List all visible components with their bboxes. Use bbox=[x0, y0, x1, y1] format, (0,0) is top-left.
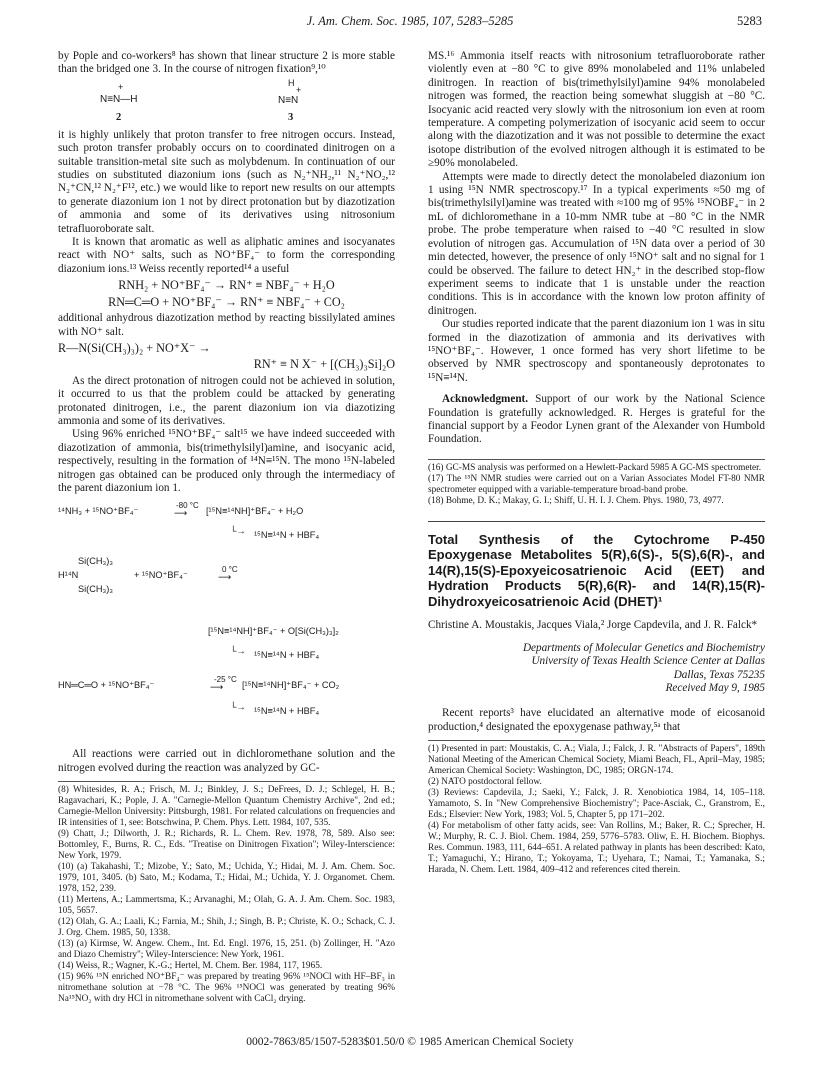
decomp-arrow-3: └→ bbox=[230, 702, 246, 713]
footnote-divider bbox=[58, 781, 395, 782]
footnote: (3) Reviews: Capdevila, J.; Saeki, Y.; Falck, J. R. Xenobiotica 1984, 14, 105–118. Yamamoto, S. In "New Comprehensive Biochemistry"; Pace-Asciak, C., Granstrom, E., Eds.; Elsevier: New York, 1983; Vol. 5, Chapter 5, pp 171–202. bbox=[428, 788, 765, 821]
r2-arrow: ⟶ bbox=[218, 572, 232, 583]
decomp-arrow-1: └→ bbox=[230, 526, 246, 537]
paragraph: Using 96% enriched ¹⁵NO⁺BF₄⁻ salt¹⁵ we have indeed succeeded with diazotization of ammonia, bis(trimethylsilyl)amine, and isocyanic acid, respectively, resulting in the formation of ¹⁴N≡¹⁵N. The mono ¹⁵N-labeled nitrogen gas obtained can be produced only through the intermediacy of the parent diazonium ion 1. bbox=[58, 428, 395, 494]
r3-decomposition: ¹⁵N≡¹⁴N + HBF₄ bbox=[254, 706, 320, 717]
paragraph: it is highly unlikely that proton transfer to free nitrogen occurs. Instead, such proton transfer probably occurs on to coordinated dinitrogen on a suitable transition-metal site such as molybdenum. In continuation of our studies on substituted diazonium ions (such as N₂⁺NH₂,¹¹ N₂⁺NO₂,¹² N₂⁺CN,¹² N₂⁺F¹², etc.) we would like to report new results on our attempts to generate diazonium ion 1 not by direct protonation but by diazotization of ammonia and some of its derivatives using nitrosonium tetrafluoroborate salt. bbox=[58, 128, 395, 235]
acknowledgment-text: Support of our work by the National Science Foundation is gratefully acknowledged. R. Herges is grateful for the financial support by a Feodor Lynen grant of the Alexander von Humbold Foundation. bbox=[428, 393, 765, 446]
struct3-h: H bbox=[288, 77, 295, 88]
article-title: Total Synthesis of the Cytochrome P-450 Epoxygenase Metabolites 5(R),6(S)-, 5(S),6(R)-, and 14(R),15(S)-Epoxyeicosatrienoic Acid (EET) and Hydration Products 5(R),6(R)- and 14(R),15(R)-Dihydroxyeicosatrienoic Acid (DHET)¹ bbox=[428, 531, 765, 609]
footnote: (12) Olah, G. A.; Laali, K.; Farnia, M.; Shih, J.; Singh, B. P.; Christe, K. O.; Schack, C. J. J. Org. Chem. 1985, 50, 1338. bbox=[58, 917, 395, 939]
copyright-footer: 0002-7863/85/1507-5283$01.50/0 © 1985 American Chemical Society bbox=[246, 1036, 574, 1048]
equation-3b: RN⁺ ≡ N X⁻ + [(CH₃)₃Si]₂O bbox=[253, 357, 395, 372]
received-date: Received May 9, 1985 bbox=[665, 681, 765, 694]
footnote: (13) (a) Kirmse, W. Angew. Chem., Int. Ed. Engl. 1976, 15, 251. (b) Zollinger, H. "Azo and Diazo Chemistry"; Wiley-Interscience: New York, 1961. bbox=[58, 939, 395, 961]
r1-decomposition: ¹⁵N≡¹⁴N + HBF₄ bbox=[254, 530, 320, 541]
paragraph: As the direct protonation of nitrogen could not be achieved in solution, it occurred to us that the problem could be attacked by generating protonated dinitrogen, i.e., the parent diazonium ion via diazotizing ammonia and some of its derivatives. bbox=[58, 374, 395, 427]
struct2-label: 2 bbox=[116, 111, 122, 123]
footnote-divider bbox=[428, 740, 765, 741]
journal-citation: J. Am. Chem. Soc. 1985, 107, 5283–5285 bbox=[306, 14, 514, 28]
struct2-formula: N≡N—H bbox=[100, 93, 138, 105]
reaction-scheme bbox=[58, 499, 395, 745]
r2-decomposition: ¹⁵N≡¹⁴N + HBF₄ bbox=[254, 650, 320, 661]
r2-products: [¹⁵N≡¹⁴NH]⁺BF₄⁻ + O[Si(CH₃)₃]₂ bbox=[208, 626, 339, 637]
structures-2-3 bbox=[58, 77, 395, 129]
r2-conditions: 0 °C bbox=[222, 565, 238, 575]
struct3-formula: N≡N bbox=[278, 94, 299, 106]
r3-reactants: HN═C═O + ¹⁵NO⁺BF₄⁻ bbox=[58, 680, 155, 691]
struct3-charge: + bbox=[296, 84, 302, 95]
right-column bbox=[428, 50, 765, 876]
paragraph: additional anhydrous diazotization method by reacting bissilylated amines with NO⁺ salt. bbox=[58, 312, 395, 338]
equation-1: RNH₂ + NO⁺BF₄⁻ → RN⁺ ≡ NBF₄⁻ + H₂O bbox=[118, 278, 335, 293]
footnote: (16) GC-MS analysis was performed on a Hewlett-Packard 5985 A GC-MS spectrometer. bbox=[428, 462, 762, 473]
paragraph: Our studies reported indicate that the parent diazonium ion 1 was in situ formed in the diazotization of ammonia and its derivatives with ¹⁵NO⁺BF₄⁻. However, 1 once formed has very short lifetime to be observed by NMR spectroscopy and spontaneously deprotonates to ¹⁵N≡¹⁴N. bbox=[428, 318, 765, 384]
footnote: (2) NATO postdoctoral fellow. bbox=[428, 777, 542, 788]
r1-products: [¹⁵N≡¹⁴NH]⁺BF₄⁻ + H₂O bbox=[206, 506, 304, 517]
footnote: (9) Chatt, J.; Dilworth, J. R.; Richards, R. L. Chem. Rev. 1978, 78, 589. Also see: Bottomley, F., Burns, R. C., Eds. "Treatise on Dinitrogen Fixation"; Wiley-Interscience: New York, 1979. bbox=[58, 829, 395, 862]
footnote: (1) Presented in part: Moustakis, C. A.; Viala, J.; Falck, J. R. "Abstracts of Papers", 189th National Meeting of the American Chemical Society, Miami Beach, FL, April–May, 1985; American Chemical Society: Washington, DC, 1985; ORGN-174. bbox=[428, 744, 765, 777]
r2-reagent: + ¹⁵NO⁺BF₄⁻ bbox=[134, 570, 188, 581]
footnote: (14) Weiss, R.; Wagner, K.-G.; Hertel, M. Chem. Ber. 1984, 117, 1965. bbox=[58, 961, 323, 972]
r2-si-top: Si(CH₃)₃ bbox=[78, 556, 114, 567]
footnote: (4) For metabolism of other fatty acids, see: Van Rollins, M.; Baker, R. C.; Sprecher, H. W.; Murphy, R. C. J. Biol. Chem. 1984, 259, 5776–5783. Oliw, E. H. Biochem. Biophys. Res. Commun. 1983, 111, 644–651. A related pathway in plants has been described: Kato, T.; Yamaguchi, Y.; Hirano, T.; Yokoyama, T.; Uyehara, T.; Namai, T.; Yamanaka, S.; Harada, N. Chem. Lett. 1984, 409–412 and references cited therein. bbox=[428, 821, 765, 876]
equation-3a: R—N(Si(CH₃)₃)₂ + NO⁺X⁻ → bbox=[58, 340, 211, 355]
paragraph: by Pople and co-workers⁸ has shown that linear structure 2 is more stable than the bridged one 3. In the course of nitrogen fixation⁹,¹⁰ bbox=[58, 50, 395, 76]
r1-arrow: ⟶ bbox=[174, 508, 188, 519]
footnote: (17) The ¹⁵N NMR studies were carried out on a Varian Associates Model FT-80 NMR spectrometer equipped with a variable-temperature broad-band probe. bbox=[428, 473, 765, 495]
footnotes-right bbox=[428, 463, 765, 507]
left-column bbox=[58, 50, 395, 1005]
equation-2: RN═C═O + NO⁺BF₄⁻ → RN⁺ ≡ NBF₄⁻ + CO₂ bbox=[108, 294, 345, 309]
affiliation-line: Departments of Molecular Genetics and Biochemistry bbox=[522, 641, 765, 654]
paragraph: Recent reports³ have elucidated an alternative mode of eicosanoid production,⁴ designated the epoxygenase pathway,⁵ᵃ that bbox=[428, 707, 765, 733]
acknowledgment-label: Acknowledgment. bbox=[442, 393, 529, 406]
article-divider bbox=[428, 521, 765, 522]
paragraph: Attempts were made to directly detect the monolabeled diazonium ion 1 using ¹⁵N NMR spectroscopy.¹⁷ In a typical experiments ≈50 mg of bis(trimethylsilyl)amine was treated with ≈100 mg of 95% ¹⁵NOBF₄⁻ in 2 mL of dichloromethane in a 10-mm NMR tube at −80 °C in the NMR probe. The probe temperature when raised to −40 °C resulted in slow evolution of nitrogen gas. Accumulation of ¹⁵N data over a period of 30 min detected, however, the presence of only ¹⁵NO⁺ salt and no signal for 1 could be observed. The failure to detect HN₂⁺ in the described stop-flow experiment seems to indicate that 1 is unstable under the reaction conditions. This is in accordance with the known low proton affinity of dinitrogen. bbox=[428, 170, 765, 317]
decomp-arrow-2: └→ bbox=[230, 646, 246, 657]
struct3-label: 3 bbox=[288, 111, 294, 123]
footnotes-right-2 bbox=[428, 744, 765, 876]
affiliation-line: Dallas, Texas 75235 bbox=[673, 668, 765, 681]
affiliation-line: University of Texas Health Science Center at Dallas bbox=[531, 655, 765, 668]
r1-reactants: ¹⁴NH₃ + ¹⁵NO⁺BF₄⁻ bbox=[58, 506, 139, 517]
paragraph: All reactions were carried out in dichloromethane solution and the nitrogen evolved during the reaction was analyzed by GC- bbox=[58, 748, 395, 774]
page-header bbox=[0, 14, 820, 34]
footnote: (8) Whitesides, R. A.; Frisch, M. J.; Binkley, J. S.; DeFrees, D. J.; Schlegel, H. B.; Ragavachari, K.; Pople, J. A. "Carnegie-Mellon Quantum Chemistry Archive", 2nd ed.; Carnegie-Mellon University: Pittsburgh, 1981. For related calculations on frequencies and IR intensities of 1, see: Botschwina, P. Chem. Phys. Lett. 1984, 107, 535. bbox=[58, 785, 395, 829]
r2-hn: H¹⁴N bbox=[58, 570, 79, 581]
struct2-charge: + bbox=[118, 81, 124, 92]
r3-arrow: ⟶ bbox=[210, 682, 224, 693]
paragraph: MS.¹⁶ Ammonia itself reacts with nitrosonium tetrafluoroborate rather violently even at −80 °C to give 89% monolabeled and 11% unlabeled dinitrogen. In reaction of bis(trimethylsilyl)amine 94% monolabeled nitrogen was formed, the reaction being somewhat sluggish at −80 °C. Isocyanic acid reacted very slowly with the nitrosonium ion even at room temperature. A competing polymerization of isocyanic acid seem to occur along with the diazotization and it was not possible to determine the exact isotope distribution of the evolved nitrogen although it is estimated to be ≥90% monolabeled. bbox=[428, 50, 765, 170]
r3-products: [¹⁵N≡¹⁴NH]⁺BF₄⁻ + CO₂ bbox=[242, 680, 340, 691]
footnote-divider bbox=[428, 459, 765, 460]
affiliation bbox=[428, 642, 765, 696]
footnotes-left bbox=[58, 785, 395, 1005]
page-number: 5283 bbox=[737, 14, 762, 28]
r3-conditions: -25 °C bbox=[214, 675, 237, 685]
r1-conditions: -80 °C bbox=[176, 501, 199, 511]
footnote: (15) 96% ¹⁵N enriched NO⁺BF₄⁻ was prepared by treating 96% ¹⁵NOCl with HF–BF₃ in nitromethane solution at −78 °C. The 96% ¹⁵NOCl was generated by treating 96% Na¹⁵NO₂ with dry HCl in nitromethane solvent with CaCl₂ drying. bbox=[58, 972, 395, 1005]
authors: Christine A. Moustakis, Jacques Viala,² Jorge Capdevila, and J. R. Falck* bbox=[428, 619, 758, 632]
r2-si-bottom: Si(CH₃)₃ bbox=[78, 584, 114, 595]
footnote: (18) Bohme, D. K.; Makay, G. I.; Shiff, U. H. I. J. Chem. Phys. 1980, 73, 4977. bbox=[428, 495, 724, 506]
footnote: (10) (a) Takahashi, T.; Mizobe, Y.; Sato, M.; Uchida, Y.; Hidai, M. J. Am. Chem. Soc. 1979, 101, 3405. (b) Sato, M.; Kodama, T.; Hidai, M.; Uchida, Y. J. Organomet. Chem. 1978, 152, 239. bbox=[58, 862, 395, 895]
acknowledgment bbox=[428, 393, 765, 447]
paragraph: It is known that aromatic as well as aliphatic amines and isocyanates react with NO⁺ salts, such as NO⁺BF₄⁻ to form the corresponding diazonium ions.¹³ Weiss recently reported¹⁴ a useful bbox=[58, 236, 395, 275]
footnote: (11) Mertens, A.; Lammertsma, K.; Arvanaghi, M.; Olah, G. A. J. Am. Chem. Soc. 1983, 105, 5657. bbox=[58, 895, 395, 917]
